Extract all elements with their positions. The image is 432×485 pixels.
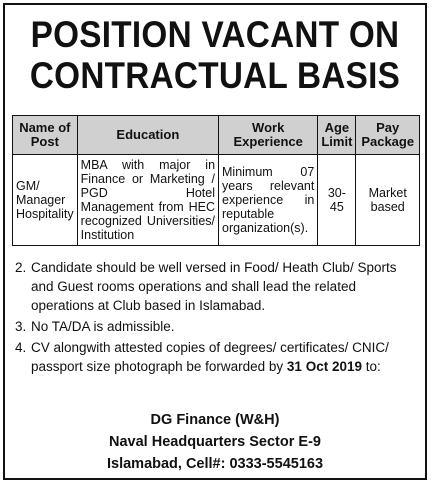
cell-education: MBA with major in Finance or Marketing / PGD Hotel Management from HEC recognized Universities/ Institution	[77, 155, 218, 246]
note-text: Candidate should be well versed in Food/ Heath Club/ Sports and Guest rooms operations and shall lead the related operations at Club based in Islamabad.	[31, 260, 397, 313]
note-text-before: CV alongwith attested copies of degrees/ certificates/ CNIC/ passport size photograph be forwarded by	[31, 340, 389, 374]
header-post: Name of Post	[13, 116, 78, 155]
deadline-date: 31 Oct 2019	[286, 359, 362, 374]
note-number: 3.	[15, 319, 27, 334]
note-number: 2.	[15, 260, 27, 275]
table-header-row	[13, 116, 420, 155]
contact-address	[5, 409, 425, 475]
address-line-1: DG Finance (W&H)	[150, 412, 280, 428]
header-pay: Pay Package	[356, 116, 420, 155]
note-item	[15, 258, 420, 315]
header-age: Age Limit	[318, 116, 356, 155]
header-education: Education	[77, 116, 218, 155]
table-row	[13, 155, 420, 246]
cell-post: GM/ Manager Hospitality	[13, 155, 78, 246]
job-advertisement	[3, 3, 427, 480]
note-text: No TA/DA is admissible.	[31, 319, 175, 334]
note-item	[15, 338, 420, 376]
headline	[26, 14, 404, 96]
note-number: 4.	[15, 340, 27, 355]
address-line-2: Naval Headquarters Sector E-9	[109, 434, 321, 450]
notes-list	[15, 258, 420, 378]
note-item	[15, 317, 420, 336]
headline-line-2: CONTRACTUAL BASIS	[29, 55, 401, 96]
cell-pay: Market based	[356, 155, 420, 246]
cell-age: 30-45	[318, 155, 356, 246]
cell-experience: Minimum 07 years relevant experience in reputable organization(s).	[219, 155, 318, 246]
positions-table	[12, 115, 420, 246]
header-experience: Work Experience	[219, 116, 318, 155]
address-line-3: Islamabad, Cell#: 0333-5545163	[106, 456, 324, 472]
note-text-after: to:	[361, 359, 381, 374]
note-text	[31, 338, 420, 376]
headline-line-1: POSITION VACANT ON	[30, 14, 400, 55]
